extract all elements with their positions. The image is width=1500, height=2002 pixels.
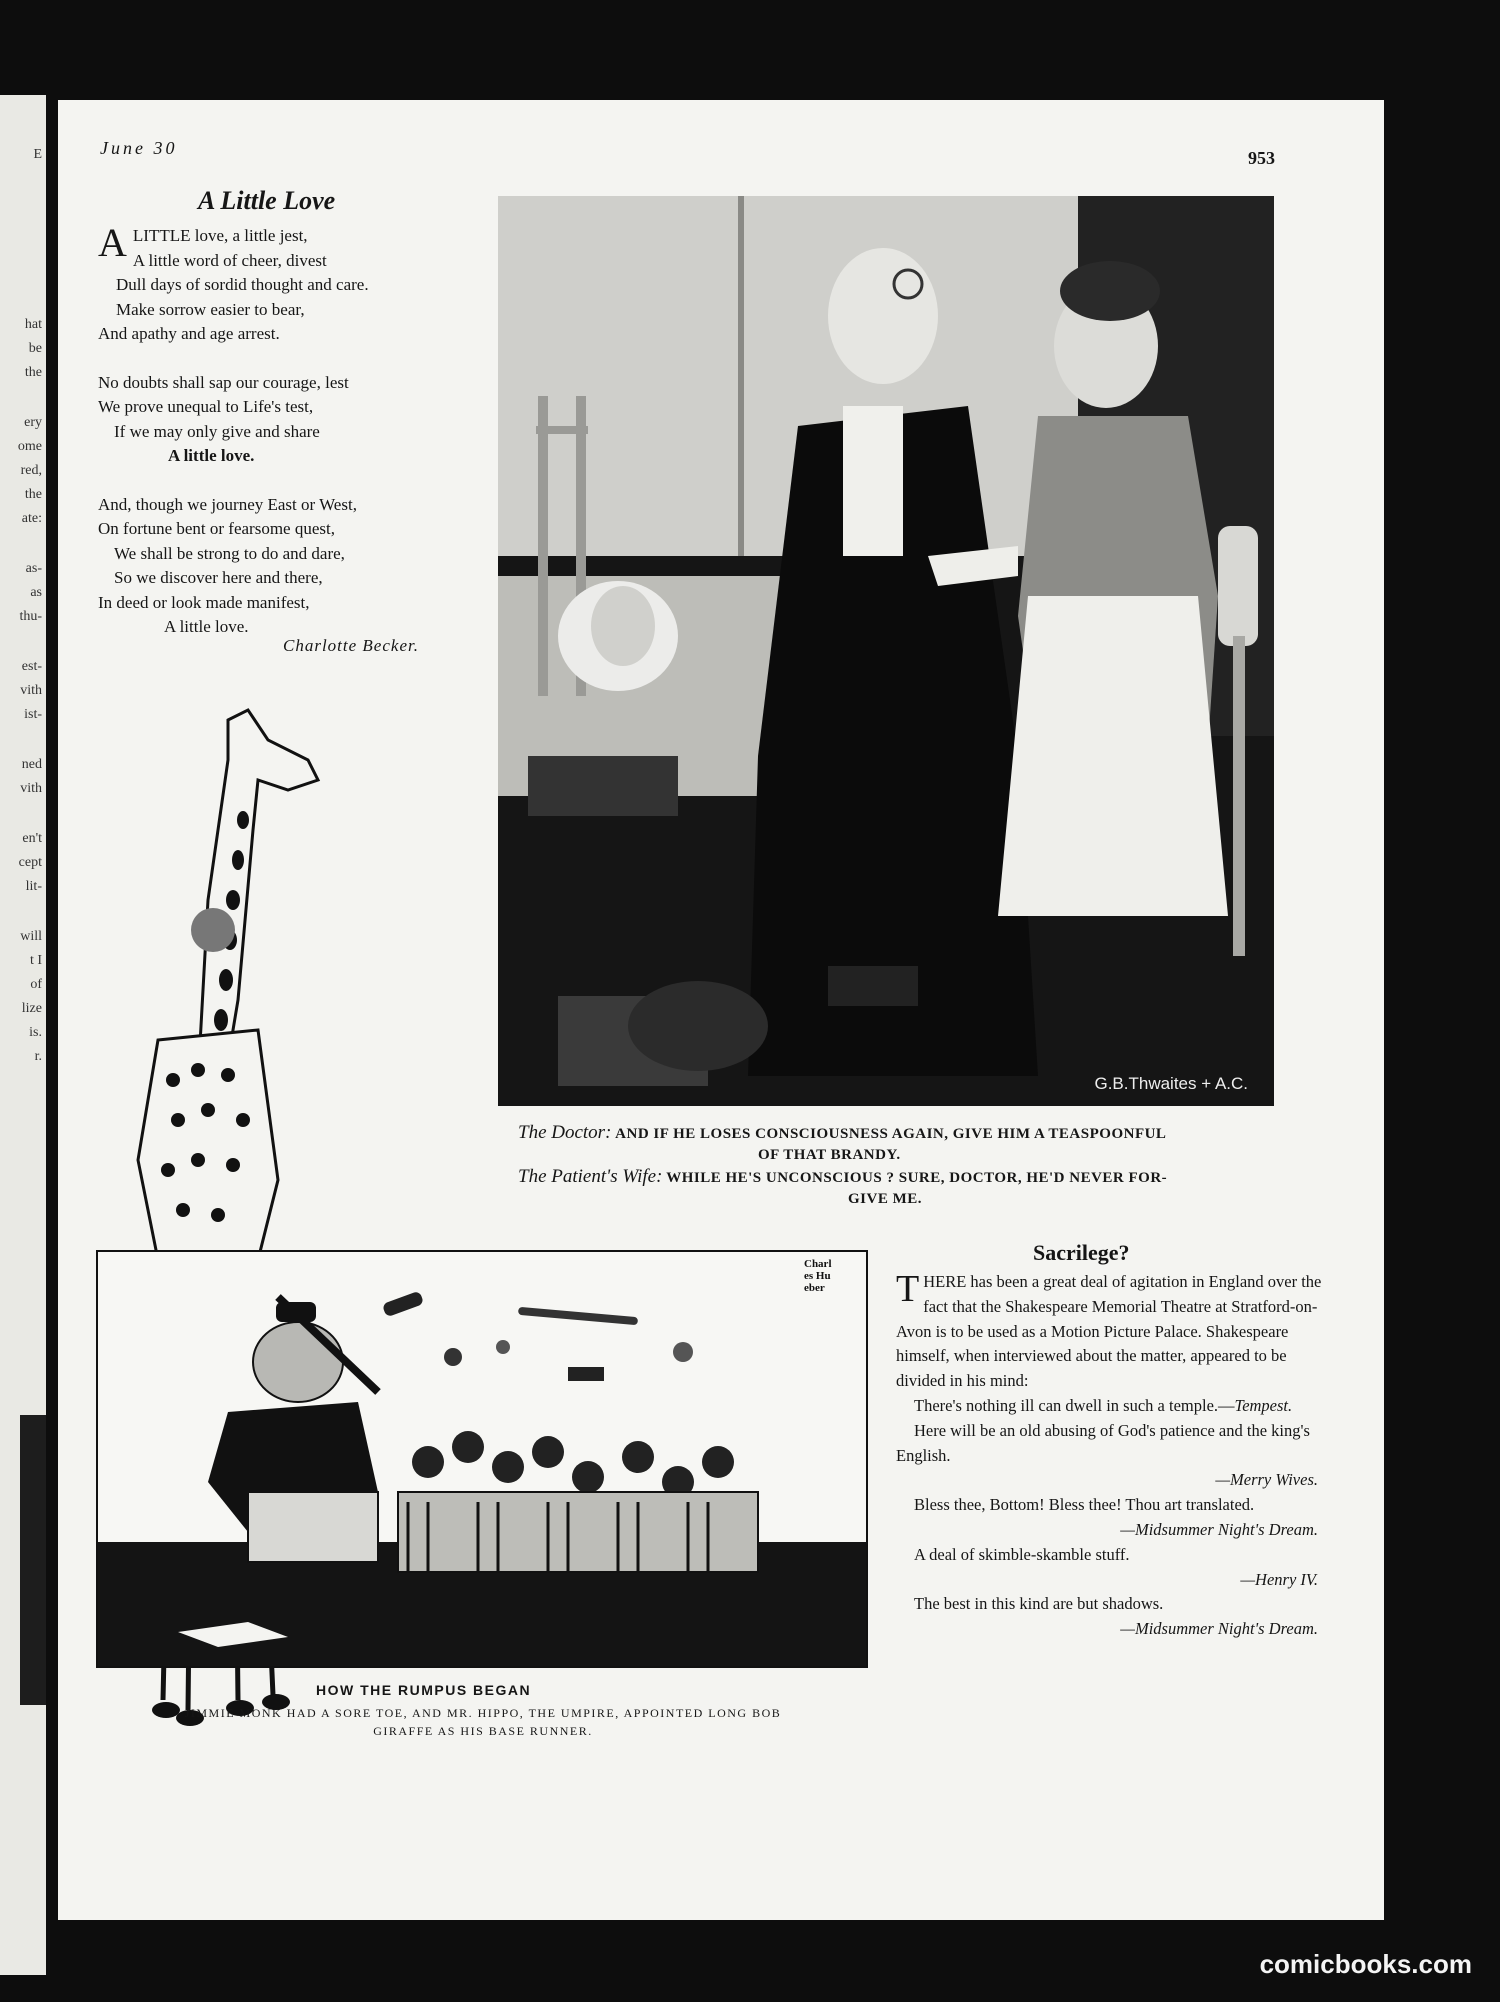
article-quote: A deal of skimble-skamble stuff. [914,1544,1130,1564]
article-quote: Bless thee, Bottom! Bless thee! Thou art translated. [914,1495,1255,1515]
quote-text: There's nothing ill can dwell in such a temple.— [914,1395,1235,1415]
poem-line: On fortune bent or fearsome quest, [98,519,335,538]
left-fragment: be [28,341,42,356]
poem-body [98,220,518,664]
poem-line: In deed or look made manifest, [98,592,310,612]
poem-line: So we discover here and there, [114,568,323,587]
left-fragment: vith [20,781,42,796]
left-fragment: the [24,487,42,502]
left-fragment: the [24,365,42,380]
wife-line: WHILE HE'S UNCONSCIOUS ? SURE, DOCTOR, HE'D NEVER FOR- [666,1170,1168,1186]
article-quote: The best in this kind are but shadows. [914,1594,1164,1614]
poem-stanza [98,220,518,347]
poem-stanza [98,371,518,469]
doctor-illustration [498,196,1274,1106]
poem-line: If we may only give and share [114,421,320,441]
poem-line: LITTLE love, a little jest, [132,226,308,245]
issue-date: June 30 [100,138,178,158]
quote-source: —Midsummer Night's Dream. [1120,1619,1318,1639]
article-quote: Here will be an old abusing of God's patience and the king's English. [896,1420,1310,1465]
left-fragment: as- [25,561,42,576]
quote-source: Tempest. [1234,1395,1293,1415]
poem-title: A Little Love [198,186,336,215]
article-intro: HERE has been a great deal of agitation in England over the fact that the Shakespeare Memorial Theatre at Stratford-on-Avon is to be used as a Motion Picture Palace. Shakespeare himself, when interviewed about the matter, appeared to be divided in his mind: [896,1272,1322,1391]
site-watermark: comicbooks.com [1259,1949,1472,1979]
speaker-wife: The Patient's Wife: [518,1166,663,1187]
poem-line: A little word of cheer, divest [132,250,327,270]
caption-line: JIMMIE MONK HAD A SORE TOE, AND MR. HIPPO, THE UMPIRE, APPOINTED LONG BOB [184,1706,782,1720]
left-fragment: t I [29,953,42,968]
poem-line: A little love. [168,446,255,465]
poem-line: A little love. [164,617,249,636]
left-fragment: ist- [24,707,42,722]
baseball-cartoon-caption [118,1704,848,1740]
left-fragment: E [33,147,42,162]
poem-line: Dull days of sordid thought and care. [116,275,369,294]
wife-line-continued: GIVE ME. [848,1191,923,1207]
baseball-cartoon-signature: Charles Hueber [804,1258,832,1294]
caption-line [518,1122,1308,1145]
doctor-illustration-art [498,196,1274,1106]
article-body [896,1270,1334,1642]
left-fragment: ery [24,415,42,430]
left-fragment: ned [21,757,42,772]
quote-source: —Midsummer Night's Dream. [1120,1519,1318,1539]
left-fragment: cept [18,855,42,870]
poem-line: No doubts shall sap our courage, lest [98,372,349,392]
poem-line: We shall be strong to do and dare, [114,543,345,563]
poem-line: Make sorrow easier to bear, [116,299,305,319]
left-fragment: of [30,977,42,992]
left-fragment: lit- [25,879,42,894]
magazine-page [58,100,1384,1920]
left-fragment: ate: [21,511,42,526]
left-fragment: red, [20,463,42,478]
quote-source: —Merry Wives. [1215,1470,1318,1490]
poem-line: And apathy and age arrest. [98,324,280,343]
left-fragment: thu- [19,609,42,624]
doctor-caption [518,1122,1308,1210]
left-page-edge [0,95,46,1975]
poem-line: And, though we journey East or West, [98,494,357,514]
left-page-illustration-fragment [20,1415,46,1705]
speaker-doctor: The Doctor: [518,1122,612,1143]
poem-line: We prove unequal to Life's test, [98,397,314,416]
left-fragment: en't [22,831,42,846]
page-number: 953 [1248,148,1275,168]
article-title: Sacrilege? [1033,1240,1130,1265]
caption-line: GIRAFFE AS HIS BASE RUNNER. [373,1724,593,1738]
left-fragment: will [20,929,42,944]
doctor-line-continued: OF THAT BRANDY. [758,1147,901,1163]
article-paragraph [896,1270,1334,1394]
baseball-cartoon [96,1250,868,1668]
left-fragment: r. [34,1049,42,1064]
left-fragment: ome [17,439,42,454]
left-fragment: est- [21,659,42,674]
left-fragment: as [30,585,42,600]
baseball-cartoon-title: HOW THE RUMPUS BEGAN [316,1682,532,1698]
poem-author: Charlotte Becker. [283,636,419,655]
left-fragment: is. [29,1025,42,1040]
article-quote [896,1394,1334,1419]
quote-source: —Henry IV. [1240,1569,1318,1589]
article-dropcap: T [896,1268,920,1310]
doctor-illustration-signature: G.B.Thwaites + A.C. [1094,1074,1248,1093]
caption-line [518,1166,1308,1189]
doctor-line: AND IF HE LOSES CONSCIOUSNESS AGAIN, GIVE HIM A TEASPOONFUL [615,1126,1167,1142]
left-fragment: vith [20,683,42,698]
baseball-cartoon-art [98,1252,866,1666]
poem-dropcap: A [98,220,127,265]
poem-stanza [98,493,518,640]
left-fragment: hat [24,317,42,332]
left-fragment: lize [21,1001,42,1016]
